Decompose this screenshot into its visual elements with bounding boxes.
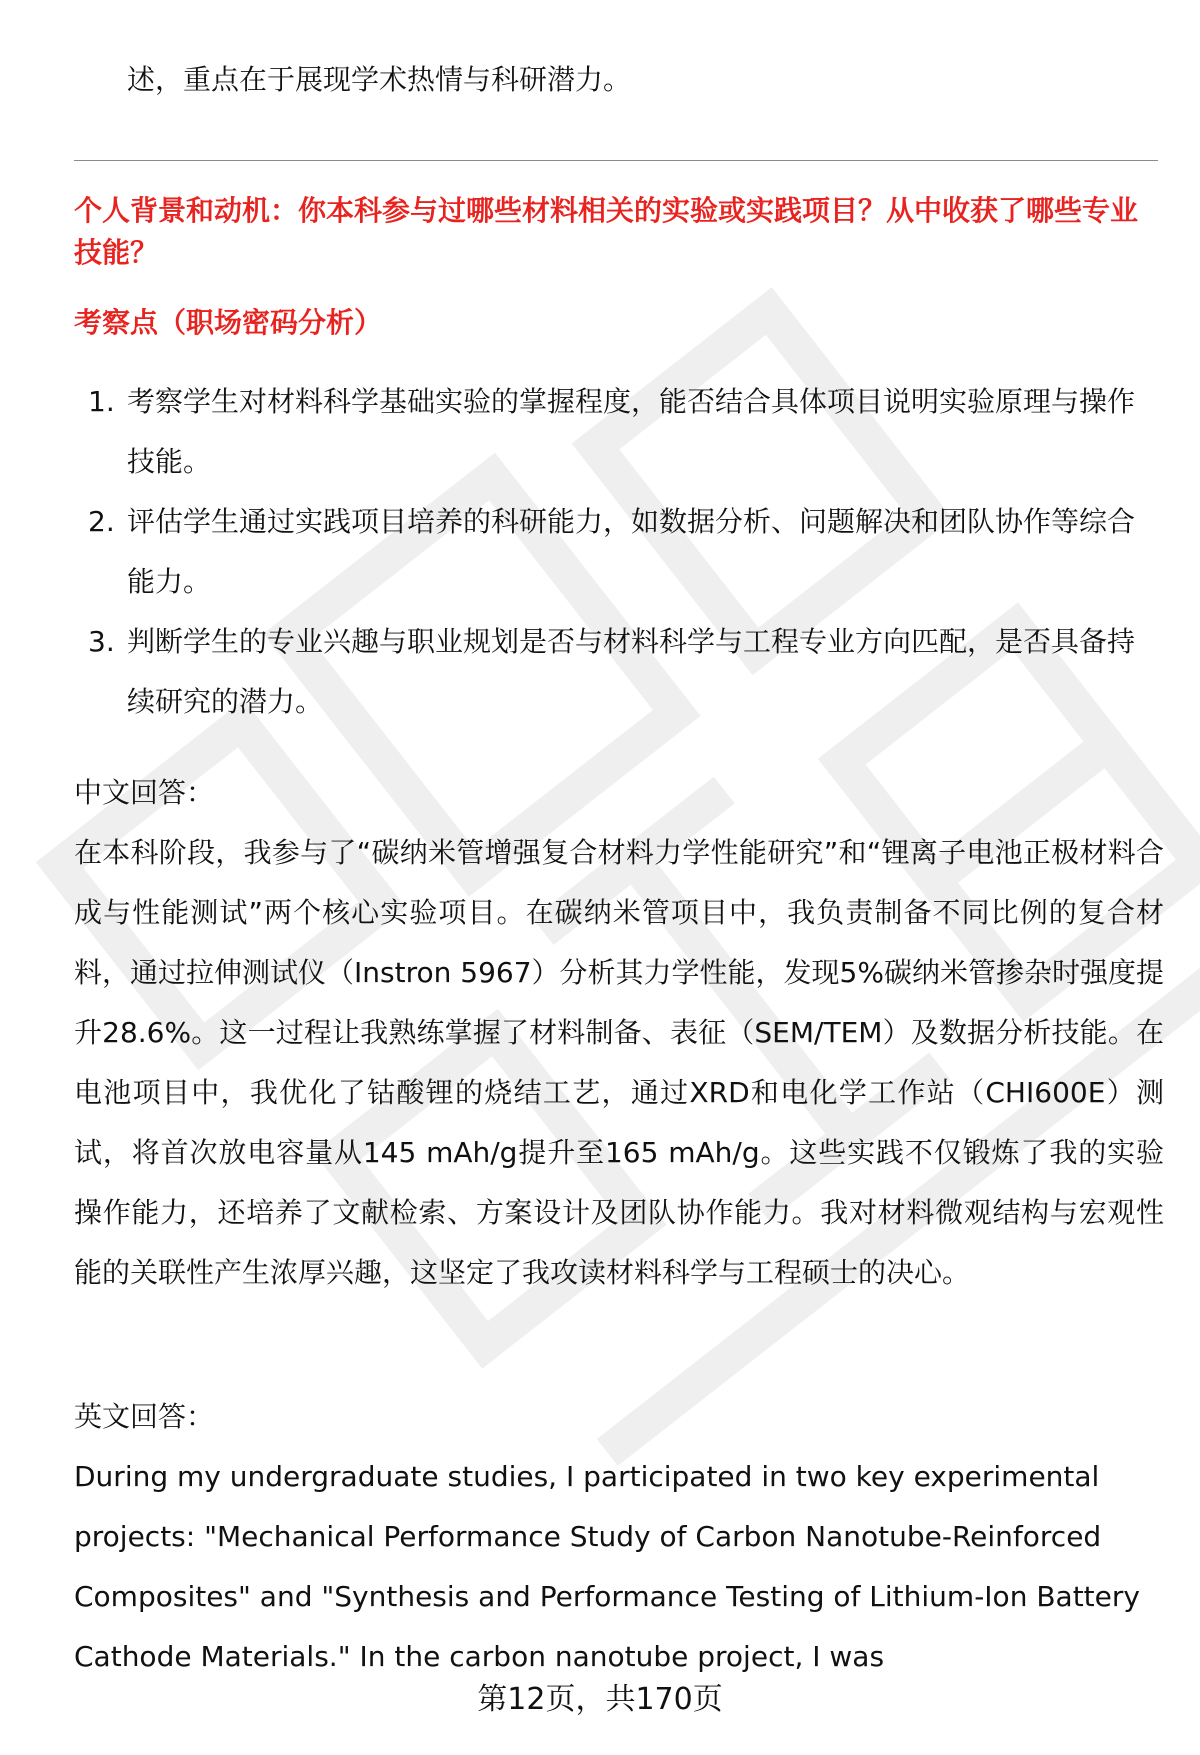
point-number: 2. xyxy=(88,505,115,538)
english-answer-heading: 英文回答： xyxy=(74,1400,215,1433)
assessment-points-list xyxy=(74,372,1158,732)
assessment-points-heading: 考察点（职场密码分析） xyxy=(74,306,383,339)
point-text: 考察学生对材料科学基础实验的掌握程度，能否结合具体项目说明实验原理与操作技能。 xyxy=(127,385,1136,478)
point-number: 1. xyxy=(88,385,115,418)
point-number: 3. xyxy=(88,625,115,658)
section-divider xyxy=(74,160,1158,161)
assessment-point xyxy=(74,612,1158,732)
point-text: 评估学生通过实践项目培养的科研能力，如数据分析、问题解决和团队协作等综合能力。 xyxy=(127,505,1136,598)
page-number-footer: 第12页，共170页 xyxy=(477,1682,723,1717)
assessment-point xyxy=(74,372,1158,492)
chinese-answer-text: 在本科阶段，我参与了“碳纳米管增强复合材料力学性能研究”和“锂离子电池正极材料合成与性能测试”两个核心实验项目。在碳纳米管项目中，我负责制备不同比例的复合材料，通过拉伸测试仪（Instron 5967）分析其力学性能，发现5%碳纳米管掺杂时强度提升28.6%。这一过程让我熟练掌握了材料制备、表征（SEM/TEM）及数据分析技能。在电池项目中，我优化了钴酸锂的烧结工艺，通过XRD和电化学工作站（CHI600E）测试，将首次放电容量从145 mAh/g提升至165 mAh/g。这些实践不仅锻炼了我的实验操作能力，还培养了文献检索、方案设计及团队协作能力。我对材料微观结构与宏观性能的关联性产生浓厚兴趣，这坚定了我攻读材料科学与工程硕士的决心。 xyxy=(74,836,1164,1289)
chinese-answer-heading: 中文回答： xyxy=(74,776,215,809)
question-heading: 个人背景和动机：你本科参与过哪些材料相关的实验或实践项目？从中收获了哪些专业技能？ xyxy=(74,194,1139,269)
assessment-point xyxy=(74,492,1158,612)
intro-tail-text: 述，重点在于展现学术热情与科研潜力。 xyxy=(127,63,632,96)
english-answer-text: During my undergraduate studies, I participated in two key experimental projects: "Mechanical Performance Study of Carbon Nanotube-Reinforced Composites" and "Synthesis and Performance Testing of Lithium-Ion Battery Cathode Materials." In the carbon nanotube project, I was xyxy=(74,1460,1140,1673)
point-text: 判断学生的专业兴趣与职业规划是否与材料科学与工程专业方向匹配，是否具备持续研究的潜力。 xyxy=(127,625,1136,718)
